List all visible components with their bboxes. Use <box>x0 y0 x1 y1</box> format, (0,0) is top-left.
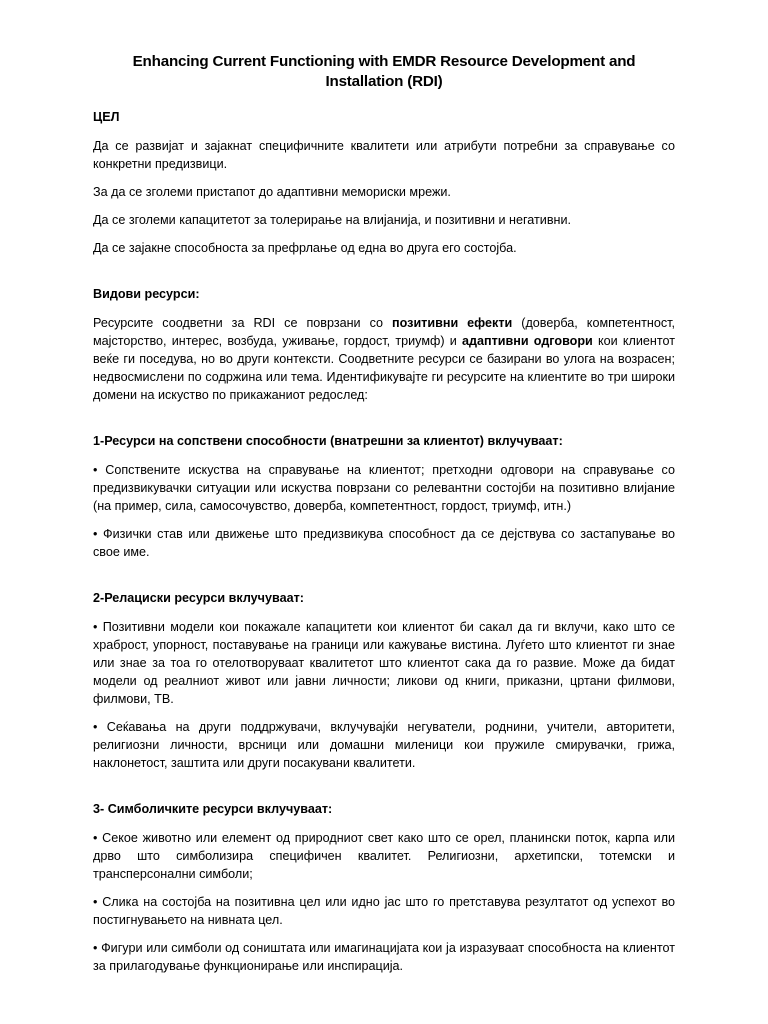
positive-effects-term: позитивни ефекти <box>392 316 513 330</box>
section2-item-2: • Сеќавања на други поддржувачи, вклучувајќи негуватели, роднини, учители, авторитети, религиозни личности, врсници или домашни миленици кои пружиле смирувачки, грижа, наклонетост, заштита или други посакувани квалитети. <box>93 720 675 770</box>
goal-paragraph-1: Да се развијат и зајакнат специфичните квалитети или атрибути потребни за справување со конкретни предизвици. <box>93 139 675 171</box>
goal-paragraph-4: Да се зајакне способноста за префрлање од една во друга его состојба. <box>93 241 517 255</box>
section3-heading: 3- Симболичките ресурси вклучуваат: <box>93 802 333 816</box>
goal-paragraph-3: Да се зголеми капацитетот за толерирање на влијанија, и позитивни и негативни. <box>93 213 572 227</box>
document-title: Enhancing Current Functioning with EMDR Resource Development and Installation (RDI) <box>132 53 636 90</box>
section1-item-1: • Сопствените искуства на справување на клиентот; претходни одговори на справување со предизвикувачки ситуации или искуства поврзани со релевантни состојби на позитивно влијание (на пример, сила, самосочувство, доверба, компетентност, гордост, триумф, итн.) <box>93 463 675 513</box>
document-page <box>93 52 675 985</box>
section1-heading: 1-Ресурси на сопствени способности (внатрешни за клиентот) вклучуваат: <box>93 434 563 448</box>
section3-item-1: • Секое животно или елемент од природниот свет како што се орел, планински поток, карпа или дрво што симболизира специфичен квалитет. Религиозни, архетипски, тотемски и трансперсонални симболи; <box>93 831 675 881</box>
section2-item-1: • Позитивни модели кои покажале капацитети кои клиентот би сакал да ги вклучи, како што се храброст, упорност, поставување на граници или кажување вистина. Луѓето што клиентот ги знае или знае за тоа го отелотворуваат квалитетот што клиентот сака да го развие. Може да бидат модели од реалниот живот или јавни личности; ликови од книги, приказни, цртани филмови, филмови, ТВ. <box>93 620 675 706</box>
section1-item-2: • Физички став или движење што предизвикува способност да се дејствува со застапување во свое име. <box>93 527 675 559</box>
goal-paragraph-2: За да се зголеми пристапот до адаптивни мемориски мрежи. <box>93 185 451 199</box>
goal-heading: ЦЕЛ <box>93 110 120 124</box>
types-paragraph: Ресурсите соодветни за RDI се поврзани со позитивни ефекти (доверба, компетентност, мајсторство, интерес, возбуда, уживање, гордост, триумф) и адаптивни одговори кои клиентот веќе ги поседува, но во други контексти. Соодветните ресурси се базирани во улога на возрасен; недвосмислени по содржина или тема. Идентификувајте ги ресурсите на клиентите во три широки домени на искуство по прикажаниот редослед: <box>93 316 675 402</box>
adaptive-responses-term: адаптивни одговори <box>461 334 593 348</box>
types-heading: Видови ресурси: <box>93 287 200 301</box>
section2-heading: 2-Релациски ресурси вклучуваат: <box>93 591 304 605</box>
section3-item-2: • Слика на состојба на позитивна цел или идно јас што го претставува резултатот од успехот во постигнувањето на нивната цел. <box>93 895 675 927</box>
section3-item-3: • Фигури или симболи од соништата или имагинацијата кои ја изразуваат способноста на клиентот за прилагодување функционирање или инспирација. <box>93 941 675 973</box>
